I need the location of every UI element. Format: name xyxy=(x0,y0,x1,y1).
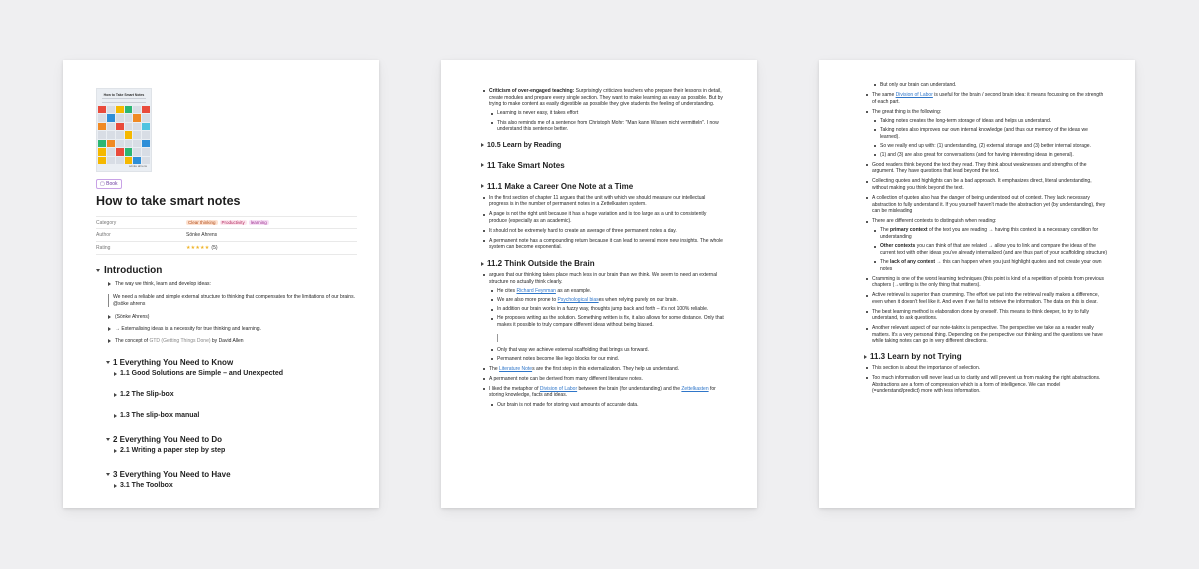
list-item: A permanent note can be derived from many different literature notes. xyxy=(481,376,725,383)
toggle-item[interactable]: The concept of GTD (Getting Things Done) by David Allen xyxy=(108,338,357,344)
cover-cell xyxy=(107,157,115,164)
chevron-right-icon xyxy=(114,393,117,397)
toggle-heading-2-1[interactable]: 2.1 Writing a paper step by step xyxy=(114,447,357,454)
chevron-right-icon xyxy=(108,282,111,286)
list-item: It should not be extremely hard to create an average of three permanent notes a day. xyxy=(481,228,725,235)
star-rating-icon: ★★★★★ xyxy=(186,245,210,251)
division-of-labor-link[interactable]: Division of Labor xyxy=(539,385,578,392)
cover-cell xyxy=(133,148,141,155)
list-item: The great thing is the following: Taking notes creates the long-term storage of ideas and helps us understand. Taking notes also improves our own internal knowledge (and thus our memory of the ideas we learned). So we really end up with: (1) understanding, (2) external storage and (3) better internal storage. (1) and (3) are also great for conversations (and for having interesting ideas in general). xyxy=(864,109,1108,159)
book-icon: ▢ xyxy=(100,181,107,187)
division-of-labor-link[interactable]: Division of Labor xyxy=(895,91,933,98)
toggle-heading-11-2[interactable]: 11.2 Think Outside the Brain xyxy=(481,259,725,268)
properties-table xyxy=(96,216,357,255)
property-rating[interactable]: Rating ★★★★★ (5) xyxy=(96,242,357,255)
category-tag[interactable]: Productivity xyxy=(221,220,245,225)
property-category[interactable]: Category Clear thinking Productivity learning xyxy=(96,216,357,229)
chevron-right-icon xyxy=(114,414,117,418)
list-item: The primary context of the text you are reading → having this context is a necessary condition for understanding xyxy=(872,227,1108,240)
list-item: This also reminds me of a sentence from Christoph Mohr: "Man kann Wissen nicht vermitteln". I now understand this sentence better. xyxy=(489,120,725,133)
cover-cell xyxy=(98,114,106,121)
cover-cell xyxy=(125,106,133,113)
chevron-right-icon xyxy=(481,184,484,188)
toggle-item[interactable]: (Sönke Ahrens) xyxy=(108,314,357,320)
cover-cell xyxy=(125,131,133,138)
literature-note-link[interactable]: Literature Note xyxy=(499,365,533,372)
cover-cell xyxy=(107,140,115,147)
list-item: Good readers think beyond the text they read. They think about weaknesses and strengths of the argument. They have questions that lead beyond the text. xyxy=(864,162,1108,175)
toggle-heading-3[interactable]: 3 Everything You Need to Have xyxy=(106,470,357,479)
list-item: He cites Richard Feynman as an example. xyxy=(489,288,725,295)
list-item: Active retrieval is superior than cramming. The effort we put into the retrieval really makes a difference, even when it doesn't feel like it. And even if we fail to retrieve the information. The data on this is clear. xyxy=(864,292,1108,305)
chevron-down-icon xyxy=(106,473,110,476)
chevron-right-icon xyxy=(114,484,117,488)
toggle-heading-1[interactable]: 1 Everything You Need to Know xyxy=(106,358,357,367)
document-page-3 xyxy=(819,60,1135,508)
list-item: The lack of any context → this can happen when you just highlight quotes and not create your own notes xyxy=(872,259,1108,272)
list-item: There are different contexts to distinguish when reading: The primary context of the text you are reading → having this context is a necessary condition for understanding Other contexts you can think of that are related → allow you to link and compare the ideas of the current text with other ideas you've already internalized (and are thus part of your scaffolding structure) The lack of any context → this can happen when you just highlight quotes and not create your own notes xyxy=(864,218,1108,272)
toggle-heading-1-3[interactable]: 1.3 The slip-box manual xyxy=(114,412,357,419)
text-cursor xyxy=(497,334,498,342)
cover-cell xyxy=(98,140,106,147)
chevron-right-icon xyxy=(481,163,484,167)
list-item: Other contexts you can think of that are related → allow you to link and compare the ideas of the current text with other ideas you've already internalized (and are thus part of your scaffolding structure) xyxy=(872,243,1108,256)
cover-cell xyxy=(125,148,133,155)
cover-cell xyxy=(107,106,115,113)
cover-cell xyxy=(116,131,124,138)
cover-cell xyxy=(125,114,133,121)
cover-cell xyxy=(98,106,106,113)
list-item: He proposes writing as the solution. Something written is fix, it also allows for some distance. Only that makes it possible to truly compare different ideas without being biased. xyxy=(489,315,725,328)
toggle-heading-11-1[interactable]: 11.1 Make a Career One Note at a Time xyxy=(481,182,725,191)
list-item: Too much information will never lead us to clarity and will prevent us from making the right abstractions. Abstractions are a form of compression which is a form of intelligence. We can model (=understand/predict) more with less information. xyxy=(864,375,1108,395)
list-item: I liked the metaphor of Division of Labor between the brain (for understanding) and the Zettelkasten for storing knowledge, facts and ideas. Our brain is not made for storing vast amounts of accurate data. xyxy=(481,386,725,408)
richard-feynman-link[interactable]: Richard Feynman xyxy=(516,287,556,294)
cover-cell xyxy=(142,114,150,121)
gtd-link[interactable]: GTD (Getting Things Done) xyxy=(149,338,211,344)
cover-cell xyxy=(142,106,150,113)
list-item: The best learning method is elaboration done by oneself. This means to think deeper, to try to fully understand, to ask questions. xyxy=(864,309,1108,322)
list-item: Cramming is one of the worst learning techniques (this point is kind of a repetition of points from previous chapters (→writing is the only thing that matters). xyxy=(864,276,1108,289)
cover-cell xyxy=(142,131,150,138)
list-item: In the first section of chapter 11 argues that the unit with which we should measure our intellectual progress is in the number of permanent notes in a Zettelkasten system. xyxy=(481,195,725,208)
cover-cell xyxy=(142,148,150,155)
chevron-right-icon xyxy=(481,143,484,147)
list-item: We are also more prone to Psychological biases when relying purely on our brain. xyxy=(489,297,725,304)
cover-cell xyxy=(116,148,124,155)
property-author[interactable]: Author Sönke Ahrens xyxy=(96,229,357,242)
chevron-right-icon xyxy=(114,449,117,453)
list-item: But only our brain can understand. xyxy=(872,82,1108,89)
toggle-item[interactable]: The way we think, learn and develop ideas: xyxy=(108,281,357,287)
chevron-down-icon xyxy=(106,361,110,364)
list-item: The Literature Notes are the first step in this externalization. They help us understand. xyxy=(481,366,725,373)
chevron-down-icon xyxy=(96,269,100,272)
list-item: Learning is never easy, it takes effort xyxy=(489,110,725,117)
list-item: Taking notes creates the long-term storage of ideas and helps us understand. xyxy=(872,118,1108,125)
chevron-down-icon xyxy=(106,438,110,441)
list-item: A page is not the right unit because it has a huge variation and is too large as a unit to consistently produce (especially as an academic). xyxy=(481,211,725,224)
cover-cell xyxy=(116,106,124,113)
book-tag[interactable]: ▢ Book xyxy=(96,179,122,189)
chevron-right-icon xyxy=(108,339,111,343)
cover-cell xyxy=(107,123,115,130)
cover-cell xyxy=(125,123,133,130)
cover-cell xyxy=(142,157,150,164)
document-page-2 xyxy=(441,60,757,508)
cover-cell xyxy=(107,131,115,138)
chevron-right-icon xyxy=(114,372,117,376)
cover-cell xyxy=(125,157,133,164)
cover-cell xyxy=(133,123,141,130)
list-item: This section is about the importance of selection. xyxy=(864,365,1108,372)
cover-cell xyxy=(98,148,106,155)
cover-cell xyxy=(133,106,141,113)
cover-footer: sönke ahrens xyxy=(128,164,147,168)
cover-cell xyxy=(133,140,141,147)
toggle-heading-introduction[interactable]: Introduction xyxy=(96,265,357,276)
cover-cell xyxy=(125,140,133,147)
quote-block: We need a reliable and simple external structure to thinking that compensates for the limitations of our brains. @söke ahrens xyxy=(108,294,357,307)
cover-cell xyxy=(142,140,150,147)
cover-cell xyxy=(133,157,141,164)
cover-cell xyxy=(116,123,124,130)
list-item: The same Division of Labor is useful for the brain / second brain idea: it means focussing on the strength of each part. xyxy=(864,92,1108,105)
list-item: Permanent notes become like lego blocks for our mind. xyxy=(489,356,725,363)
list-item: Our brain is not made for storing vast amounts of accurate data. xyxy=(489,402,725,409)
page-title: How to take smart notes xyxy=(96,194,241,208)
cover-cell xyxy=(107,114,115,121)
psychological-bias-link[interactable]: Psychological bias xyxy=(557,297,599,304)
cover-cell xyxy=(98,123,106,130)
toggle-heading-2[interactable]: 2 Everything You Need to Do xyxy=(106,435,357,444)
list-item: (1) and (3) are also great for conversations (and for having interesting ideas in general). xyxy=(872,152,1108,159)
list-item: Collecting quotes and highlights can be a bad approach. It emphasizes direct, literal understanding, without making you think beyond the text. xyxy=(864,178,1108,191)
toggle-heading-11[interactable]: 11 Take Smart Notes xyxy=(481,161,725,170)
list-item: A collection of quotes also has the danger of being understood out of context. They lack necessary abstraction to fully understand it. If you yourself haven't made the abstraction yet (by understanding), they can be misleading xyxy=(864,195,1108,215)
cover-cell xyxy=(98,157,106,164)
toggle-item[interactable]: → Externalising ideas is a necessity for true thinking and learning. xyxy=(108,326,357,332)
toggle-heading-3-1[interactable]: 3.1 The Toolbox xyxy=(114,482,357,489)
zettelkasten-link[interactable]: Zettelkasten xyxy=(681,385,709,392)
cover-grid xyxy=(97,105,151,165)
toggle-heading-11-3[interactable]: 11.3 Learn by not Trying xyxy=(864,352,1108,361)
category-tag[interactable]: Clear thinking xyxy=(188,220,216,225)
toggle-heading-10-5[interactable]: 10.5 Learn by Reading xyxy=(481,142,725,149)
cover-cell xyxy=(116,114,124,121)
document-page-1 xyxy=(63,60,379,508)
list-item: A permanent note has a compounding return because it can lead to several more new insights. The whole system can become exponential. xyxy=(481,238,725,251)
cover-cell xyxy=(133,131,141,138)
list-item: argues that our thinking takes place much less in our brain than we think. We seem to need an external structure no actually think clearly. He cites Richard Feynman as an example. We are also more prone to Psychological biases when relying purely on our brain. In addition our brain works in a fuzzy way, thoughts jump back and forth – it's not 100% reliable. He proposes writing as the solution. Something written is fix, it also allows for some distance. Only that makes it possible to truly compare different ideas without being biased. Only that way we achieve external scaffolding that brings us forward. Permanent notes become like lego blocks for our mind. xyxy=(481,272,725,362)
chevron-right-icon xyxy=(481,262,484,266)
cover-cell xyxy=(133,114,141,121)
list-item: So we really end up with: (1) understanding, (2) external storage and (3) better internal storage. xyxy=(872,143,1108,150)
toggle-heading-1-1[interactable]: 1.1 Good Solutions are Simple – and Unexpected xyxy=(114,370,357,377)
cover-cell xyxy=(107,148,115,155)
chevron-right-icon xyxy=(108,327,111,331)
list-item: Taking notes also improves our own internal knowledge (and thus our memory of the ideas we learned). xyxy=(872,127,1108,140)
toggle-heading-1-2[interactable]: 1.2 The Slip-box xyxy=(114,391,357,398)
list-item: Another relevant aspect of our note-takinx is perspective. The perspective we take as a reader really matters. It's a very personal thing. Depending on the perspective our thinking and the questions we have while taking notes can go in very different directions. xyxy=(864,325,1108,345)
cover-cell xyxy=(116,157,124,164)
category-tag[interactable]: learning xyxy=(250,220,267,225)
list-item: In addition our brain works in a fuzzy way, thoughts jump back and forth – it's not 100% reliable. xyxy=(489,306,725,313)
cover-title: How to Take Smart Notes xyxy=(103,93,145,97)
list-item: Criticism of over-engaged teaching: Surprisingly criticizes teachers who prepare their lessons in detail, create modules and prepare every single section. They want to make learning as easy as possible. But by trying to make content as easily digestible as possible they give students the feeling of understanding. Learning is never easy, it takes effort This also reminds me of a sentence from Christoph Mohr: "Man kann Wissen nicht vermitteln". I now understand this sentence better. xyxy=(481,88,725,133)
cover-cell xyxy=(116,140,124,147)
cover-cell xyxy=(142,123,150,130)
list-item: Only that way we achieve external scaffolding that brings us forward. xyxy=(489,347,725,354)
chevron-right-icon xyxy=(864,355,867,359)
chevron-right-icon xyxy=(108,315,111,319)
cover-cell xyxy=(98,131,106,138)
book-cover-image xyxy=(96,88,152,172)
